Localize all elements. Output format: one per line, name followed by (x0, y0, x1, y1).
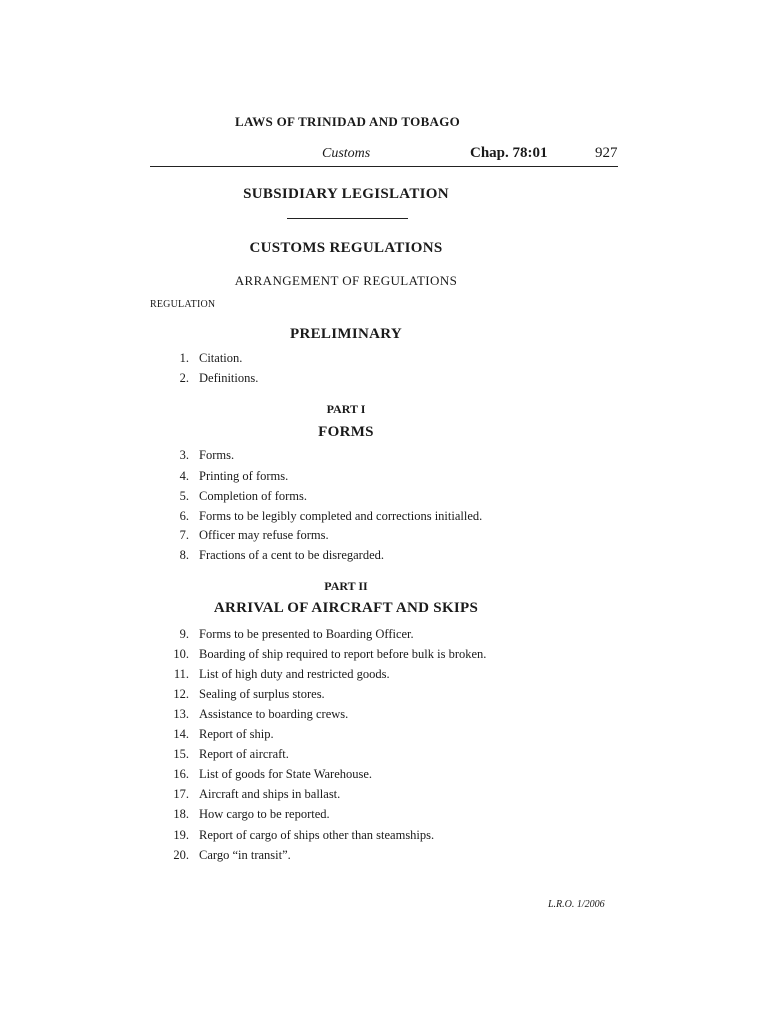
regulation-number: 16. (173, 767, 189, 781)
regulation-number: 18. (173, 807, 189, 821)
list-item (150, 548, 630, 568)
regulation-number: 6. (179, 509, 189, 523)
regulation-text: Citation. (199, 351, 243, 365)
regulation-number: 5. (179, 489, 189, 503)
regulation-number: 19. (173, 828, 189, 842)
regulation-number: 12. (173, 687, 189, 701)
regulation-text: Definitions. (199, 371, 259, 385)
regulation-text: Aircraft and ships in ballast. (199, 787, 341, 801)
regulation-text: List of high duty and restricted goods. (199, 667, 390, 681)
arrangement-subtitle: ARRANGEMENT OF REGULATIONS (234, 273, 458, 288)
chapter-number: Chap. 78:01 (470, 145, 548, 161)
regulation-text: Cargo “in transit”. (199, 848, 291, 862)
regulation-text: Completion of forms. (199, 489, 307, 503)
part-two-label: PART II (324, 579, 368, 593)
regulation-text: Report of cargo of ships other than steamships. (199, 828, 435, 842)
regulation-text: Forms to be presented to Boarding Officer. (199, 627, 414, 641)
regulation-number: 10. (173, 647, 189, 661)
regulation-text: Printing of forms. (199, 469, 289, 483)
regulation-text: How cargo to be reported. (199, 807, 330, 821)
list-item (150, 787, 630, 807)
list-item (150, 371, 630, 391)
regulation-text: Report of aircraft. (199, 747, 289, 761)
regulation-number: 17. (173, 787, 189, 801)
regulation-text: List of goods for State Warehouse. (199, 767, 373, 781)
preliminary-title: PRELIMINARY (290, 326, 402, 342)
heading-divider (287, 218, 408, 219)
list-item (150, 747, 630, 767)
list-item (150, 627, 630, 647)
regulation-number: 1. (179, 351, 189, 365)
list-item (150, 528, 630, 548)
subsidiary-legislation-heading: SUBSIDIARY LEGISLATION (243, 186, 449, 202)
regulation-number: 13. (173, 707, 189, 721)
regulation-number: 8. (179, 548, 189, 562)
list-item (150, 848, 630, 868)
regulation-number: 14. (173, 727, 189, 741)
list-item (150, 469, 630, 489)
list-item (150, 647, 630, 667)
footer-reference: L.R.O. 1/2006 (548, 899, 605, 910)
list-item (150, 687, 630, 707)
regulation-text: Forms. (199, 448, 235, 462)
regulation-number: 9. (179, 627, 189, 641)
regulation-number: 2. (179, 371, 189, 385)
list-item (150, 667, 630, 687)
header-divider (150, 166, 618, 167)
list-item (150, 828, 630, 848)
regulation-text: Boarding of ship required to report before bulk is broken. (199, 647, 487, 661)
regulations-title: CUSTOMS REGULATIONS (249, 240, 443, 256)
regulation-text: Officer may refuse forms. (199, 528, 329, 542)
regulation-column-label: REGULATION (150, 299, 216, 310)
page-number: 927 (595, 145, 618, 161)
regulation-number: 20. (173, 848, 189, 862)
running-title: Customs (322, 146, 371, 161)
regulation-text: Assistance to boarding crews. (199, 707, 349, 721)
regulation-text: Forms to be legibly completed and corrections initialled. (199, 509, 483, 523)
regulation-text: Fractions of a cent to be disregarded. (199, 548, 385, 562)
regulation-number: 7. (179, 528, 189, 542)
part-two-title: ARRIVAL OF AIRCRAFT AND SKIPS (213, 600, 479, 616)
regulation-text: Sealing of surplus stores. (199, 687, 325, 701)
list-item (150, 509, 630, 529)
list-item (150, 351, 630, 371)
list-item (150, 767, 630, 787)
list-item (150, 489, 630, 509)
regulation-number: 4. (179, 469, 189, 483)
regulation-number: 11. (173, 667, 189, 681)
list-item (150, 707, 630, 727)
header-title: LAWS OF TRINIDAD AND TOBAGO (235, 114, 461, 129)
regulation-number: 15. (173, 747, 189, 761)
list-item (150, 727, 630, 747)
list-item (150, 807, 630, 827)
regulation-number: 3. (179, 448, 189, 462)
part-one-label: PART I (326, 402, 366, 416)
part-one-title: FORMS (318, 424, 374, 440)
list-item (150, 448, 630, 468)
regulation-text: Report of ship. (199, 727, 274, 741)
